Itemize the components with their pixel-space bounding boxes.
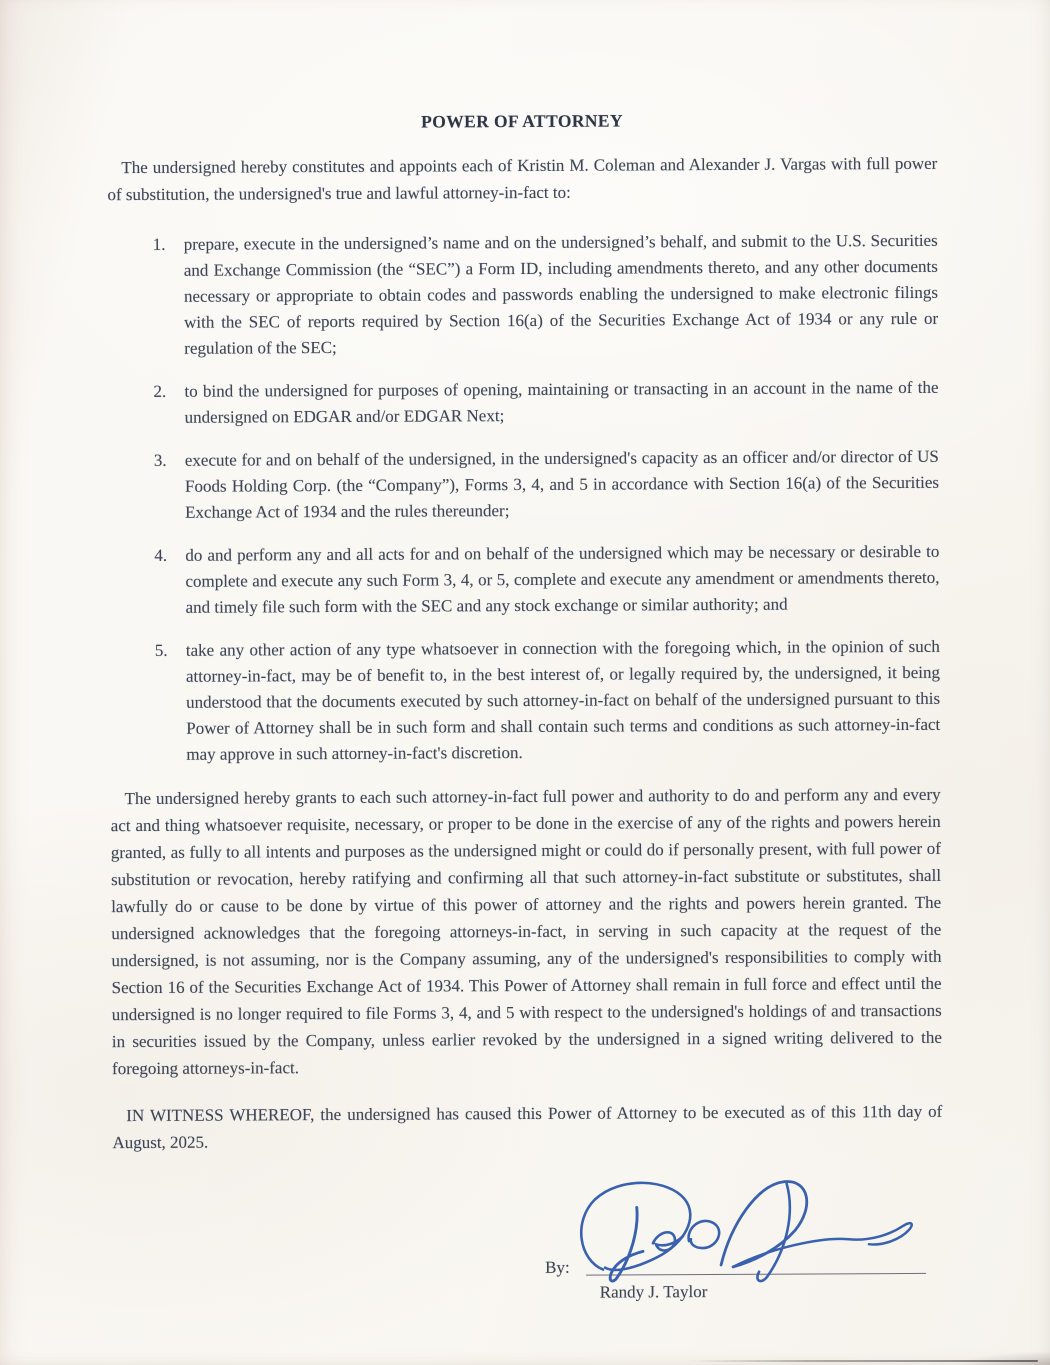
signature-line [585, 1190, 925, 1276]
signer-name: Randy J. Taylor [599, 1282, 708, 1302]
signature-column [585, 1190, 926, 1302]
list-item-text: take any other action of any type whatsoever in connection with the foregoing which, in the opinion of such attorney-in-fact, may be of benefit to, in the best interest of, or legally required by, the undersigned, it being understood that the documents executed by such attorney-in-fact on behalf of the undersigned pursuant to this Power of Attorney shall be in such form and shall contain such terms and conditions as such attorney-in-fact may approve in such attorney-in-fact's discretion. [185, 636, 941, 764]
intro-paragraph: The undersigned hereby constitutes and appoints each of Kristin M. Coleman and Alexander J. Vargas with full power of substitution, the undersigned's true and lawful attorney-in-fact to: [107, 153, 938, 205]
by-label: By: [545, 1257, 570, 1277]
numbered-list [108, 228, 941, 768]
witness-paragraph: IN WITNESS WHEREOF, the undersigned has caused this Power of Attorney to be executed as of this 11th day of August, 2025. [112, 1101, 943, 1153]
page-title: POWER OF ATTORNEY [421, 110, 624, 132]
signature-block [545, 1190, 944, 1302]
list-item-text: prepare, execute in the undersigned’s name and on the undersigned’s behalf, and submit to the U.S. Securities and Exchange Commission (the “SEC”) a Form ID, including amendments thereto, and any other documents necessary or appropriate to obtain codes and passwords enabling the undersigned to make electronic filings with the SEC of reports required by Section 16(a) of the Securities Exchange Act of 1934 or any rule or regulation of the SEC; [183, 230, 939, 358]
list-item [110, 634, 941, 768]
list-item-number: 5. [154, 640, 168, 660]
list-item [109, 444, 939, 526]
list-item-number: 2. [153, 381, 167, 401]
list-item [108, 375, 938, 431]
list-item-number: 1. [152, 234, 166, 254]
list-item-text: execute for and on behalf of the undersigned, in the undersigned's capacity as an officer and/or director of US Foods Holding Corp. (the “Company”), Forms 3, 4, and 5 in accordance with Section 16(a) of the Securities Exchange Act of 1934 and the rules thereunder; [184, 446, 940, 522]
list-item-text: to bind the undersigned for purposes of opening, maintaining or transacting in an account in the name of the undersigned on EDGAR and/or EDGAR Next; [184, 377, 939, 427]
grant-paragraph: The undersigned hereby grants to each such attorney-in-fact full power and authority to do and perform any and every act and thing whatsoever requisite, necessary, or proper to be done in the exercise of any of the rights and powers herein granted, as fully to all intents and purposes as the undersigned might or could do if personally present, with full power of substitution or revocation, hereby ratifying and confirming all that such attorney-in-fact substitute or substitutes, shall lawfully do or cause to be done by virtue of this power of attorney and the rights and powers herein granted. The undersigned acknowledges that the foregoing attorneys-in-fact, in serving in such capacity at the request of the undersigned, is not assuming, nor is the Company assuming, any of the undersigned's responsibilities to comply with Section 16 of the Securities Exchange Act of 1934. This Power of Attorney shall remain in full force and effect until the undersigned is no longer required to file Forms 3, 4, and 5 with respect to the undersigned's holdings of and transactions in securities issued by the Company, unless earlier revoked by the undersigned in a signed writing delivered to the foregoing attorneys-in-fact. [110, 784, 942, 1079]
list-item [108, 228, 939, 362]
list-item-number: 3. [153, 450, 167, 470]
scan-corner-shadow [960, 1351, 1050, 1365]
list-item [109, 539, 939, 621]
list-item-text: do and perform any and all acts for and on behalf of the undersigned which may be necessary or desirable to complete and execute any such Form 3, 4, or 5, complete and execute any amendment or amendments thereto, and timely file such form with the SEC and any stock exchange or similar authority; and [185, 541, 940, 617]
document-content [107, 106, 943, 1304]
list-item-number: 4. [154, 545, 168, 565]
